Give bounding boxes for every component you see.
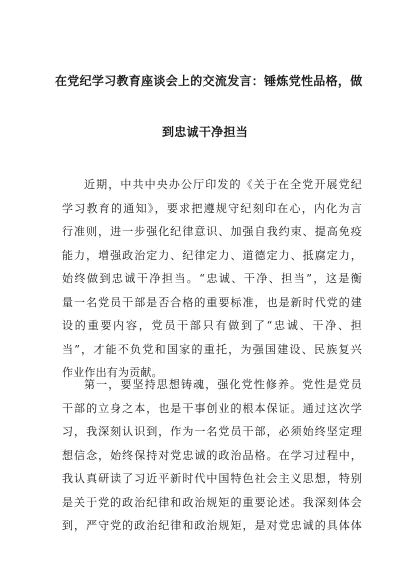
paragraph-line: 第一，要坚持思想铸魂，强化党性修养。党性是党员 — [84, 378, 362, 391]
paragraph-line: 设的重要内容，党员干部只有做到了“忠诚、干净、担 — [62, 319, 362, 332]
paragraph-line: 近期，中共中央办公厅印发的《关于在全党开展党纪 — [84, 178, 362, 191]
paragraph-intro — [62, 173, 362, 385]
paragraph-line: 能力，增强政治定力、纪律定力、道德定力、抵腐定力， — [62, 248, 362, 262]
paragraph-point-one — [62, 373, 362, 538]
document-title-line-2: 到忠诚干净担当 — [161, 125, 249, 139]
paragraph-line: 量一名党员干部是否合格的重要标准，也是新时代党的建 — [62, 295, 362, 309]
paragraph-line: 是关于党的政治纪律和政治规矩的重要论述。我深刻体会 — [62, 495, 362, 509]
paragraph-line: 我认真研读了习近平新时代中国特色社会主义思想，特别 — [62, 472, 362, 485]
paragraph-line: 学习教育的通知》，要求把遵规守纪刻印在心，内化为言 — [62, 201, 362, 215]
paragraph-line: 习，我深刻认识到，作为一名党员干部，必须始终坚定理 — [62, 425, 362, 438]
paragraph-line: 想信念，始终保持对党忠诚的政治品格。在学习过程中， — [62, 448, 362, 462]
paragraph-line: 作业作出有为贡献。 — [62, 366, 163, 379]
paragraph-line: 行准则，进一步强化纪律意识、加强自我约束、提高免疫 — [62, 225, 362, 238]
paragraph-line: 到，严守党的政治纪律和政治规矩，是对党忠诚的具体体 — [62, 519, 362, 532]
paragraph-line: 始终做到忠诚干净担当。“忠诚、干净、担当”，这是衡 — [62, 272, 362, 285]
paragraph-line: 干部的立身之本，也是干事创业的根本保证。通过这次学 — [62, 401, 362, 415]
paragraph-line: 当”，才能不负党和国家的重托，为强国建设、民族复兴 — [62, 342, 362, 356]
document-title-line-1: 在党纪学习教育座谈会上的交流发言：锤炼党性品格，做 — [55, 74, 363, 88]
